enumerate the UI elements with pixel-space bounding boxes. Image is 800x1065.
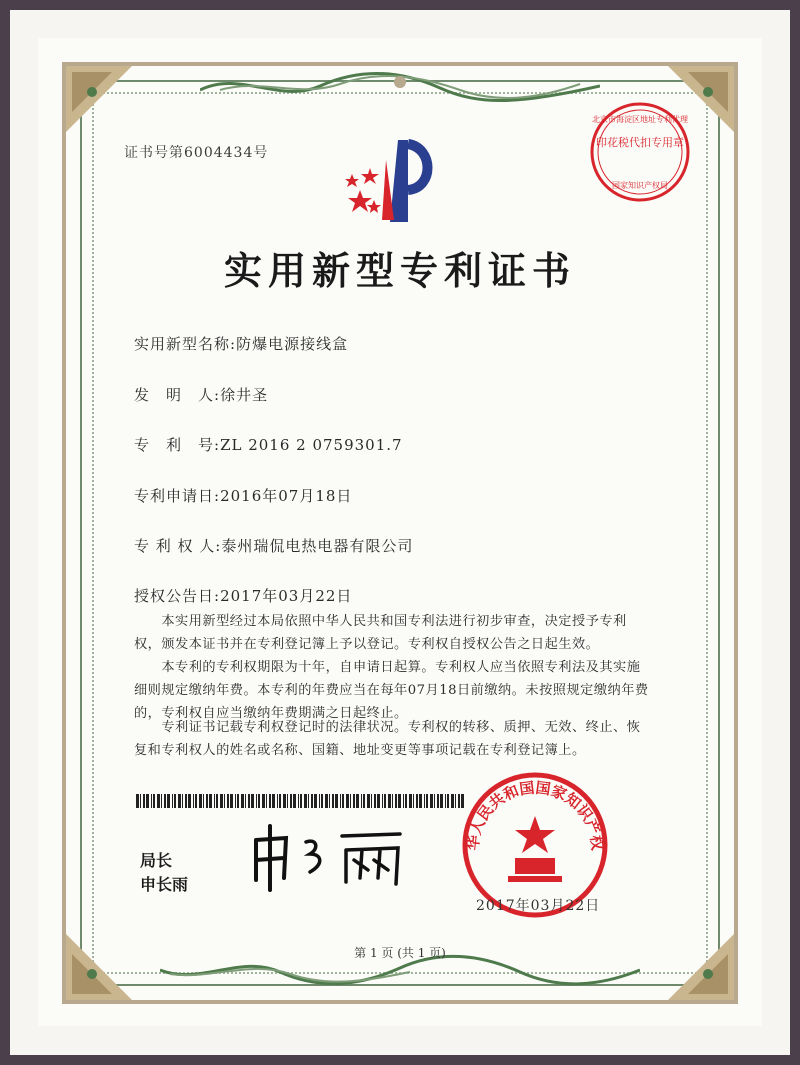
field-label: 专利申请日: <box>134 487 221 505</box>
patent-office-logo <box>330 130 440 230</box>
director-signature <box>250 820 410 892</box>
corner-ornament-top-left <box>62 62 136 136</box>
tax-stamp-top-text: 北京市海淀区地址专利代理 <box>592 115 688 124</box>
paragraph-grant: 本实用新型经过本局依照中华人民共和国专利法进行初步审查，决定授予专利权，颁发本证书并在专利登记簿上予以登记。专利权自授权公告之日起生效。 <box>134 614 627 652</box>
field-value: 徐井圣 <box>220 386 269 404</box>
paragraph-term: 本专利的专利权期限为十年，自申请日起算。专利权人应当依照专利法及其实施细则规定缴纳年费。本专利的年费应当在每年07月18日前缴纳。未按照规定缴纳年费的，专利权自应当缴纳年费期满之日起终止。 <box>134 660 649 721</box>
certificate-title: 实用新型专利证书 <box>223 248 576 293</box>
corner-ornament-bottom-right <box>664 930 738 1004</box>
top-vine-ornament <box>200 68 600 106</box>
field-label: 专 利 号: <box>134 436 221 454</box>
seal-date: 2017年03月22日 <box>476 898 601 914</box>
tax-stamp-bottom-text: 国家知识产权局 <box>612 181 668 190</box>
field-value: 2017年03月22日 <box>220 587 353 605</box>
director-name: 申长雨 <box>140 875 189 894</box>
field-patent-number <box>134 434 403 455</box>
field-value: ZL 2016 2 0759301.7 <box>220 436 403 454</box>
tax-stamp-inner-text: 印花税代扣专用章 <box>596 136 684 149</box>
field-label: 实用新型名称: <box>134 335 237 353</box>
field-value: 2016年07月18日 <box>220 487 353 505</box>
field-inventor <box>134 384 268 405</box>
field-value: 泰州瑞侃电热电器有限公司 <box>221 537 414 555</box>
field-application-date <box>134 485 352 506</box>
field-value: 防爆电源接线盒 <box>236 335 349 353</box>
tax-stamp <box>588 100 692 204</box>
certificate-number: 证书号第6004434号 <box>124 145 269 161</box>
field-label: 专 利 权 人: <box>134 537 222 555</box>
page-number: 第 1 页 (共 1 页) <box>354 946 446 960</box>
field-grant-date <box>134 585 352 606</box>
seal-text: 华人民共和国国家知识产权 <box>463 778 607 852</box>
director-title: 局长 <box>140 851 173 870</box>
field-label: 发 明 人: <box>134 386 221 404</box>
paragraph-legal-status: 专利证书记载专利权登记时的法律状况。专利权的转移、质押、无效、终止、恢复和专利权人的姓名或名称、国籍、地址变更等事项记载在专利登记簿上。 <box>134 720 641 758</box>
barcode <box>136 793 466 807</box>
field-label: 授权公告日: <box>134 587 221 605</box>
field-utility-model-name <box>134 333 348 354</box>
corner-ornament-bottom-left <box>62 930 136 1004</box>
field-patentee <box>134 535 413 556</box>
